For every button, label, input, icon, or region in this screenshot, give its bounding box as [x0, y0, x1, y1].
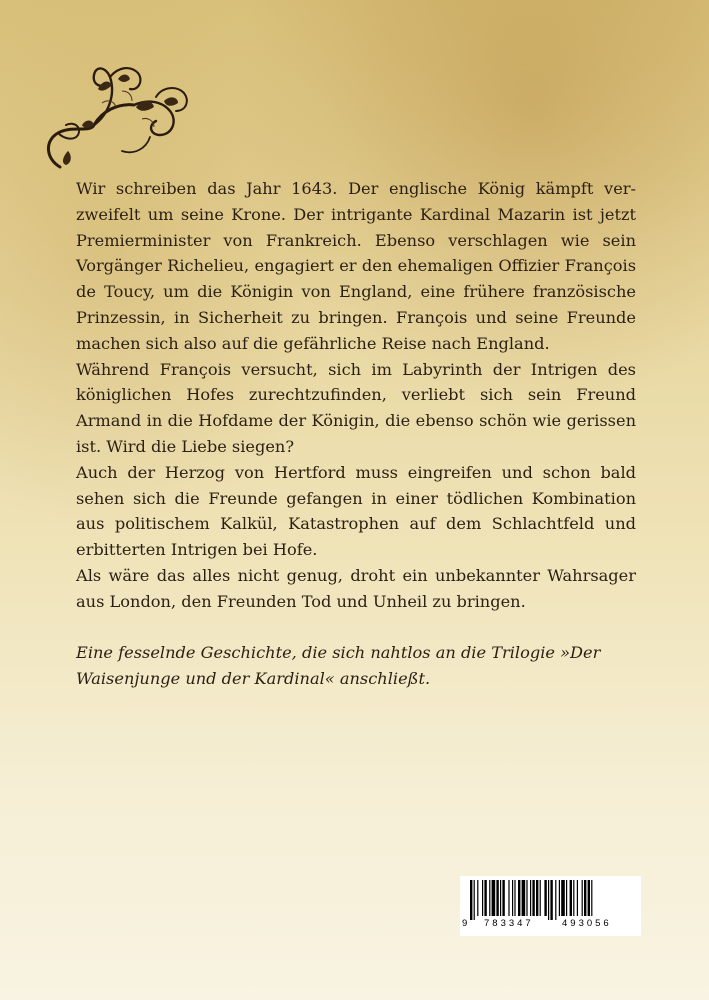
acanthus-scroll-ornament-icon [38, 55, 198, 180]
barcode-bar [482, 880, 483, 916]
barcode-bar [502, 880, 504, 916]
barcode-bar [548, 880, 549, 920]
barcode-bar [526, 880, 527, 916]
barcode-bar [550, 880, 552, 920]
blurb-paragraph: Während François versucht, sich im Labyrinth der Intrigen des königlichen Hofes zurechtzufinden, verliebt sich sein Freund Armand in die Hofdame der Königin, die ebenso schön wie gerissen ist. Wird die Liebe siegen? [76, 359, 636, 456]
barcode-bar [532, 880, 534, 916]
barcode-bar [577, 880, 578, 916]
barcode-bar [522, 880, 526, 916]
barcode-bar [573, 880, 574, 916]
barcode-bar [508, 880, 509, 916]
barcode-bar [530, 880, 531, 916]
tagline: Eine fesselnde Geschichte, die sich nahtlos an die Trilogie »Der Waisenjunge und der Kardinal« anschließt. [76, 643, 601, 688]
barcode-bar [566, 880, 567, 916]
barcode-bar [555, 880, 556, 920]
barcode-bar [512, 880, 513, 916]
barcode-bar [584, 880, 586, 916]
barcode-bar [540, 880, 541, 916]
barcode-digits-right: 493056 [562, 918, 612, 929]
barcode-bar [484, 880, 486, 916]
blurb-text [76, 176, 636, 615]
barcode-bar [518, 880, 520, 916]
barcode-digits [460, 918, 641, 934]
barcode-bar [559, 880, 560, 916]
barcode-bar [489, 880, 490, 916]
barcode-bar [544, 880, 546, 916]
barcode-bar [492, 880, 496, 916]
barcode-bar [500, 880, 501, 916]
blurb-paragraph: Auch der Herzog von Hertford muss eingreifen und schon bald sehen sich die Freunde gefangen in einer tödlichen Kombination aus politischem Kalkül, Katastrophen auf dem Schlachtfeld und erbitterten Intrigen bei Hofe. [76, 462, 636, 560]
isbn-barcode [460, 876, 641, 936]
barcode-digits-left: 783347 [484, 918, 534, 929]
barcode-bar [570, 880, 572, 916]
barcode-bar [588, 880, 590, 916]
blurb-paragraph: Als wäre das alles nicht genug, droht ein unbekannter Wahrsager aus London, den Freunden Tod und Unheil zu bringen. [76, 565, 636, 611]
barcode-bar [477, 880, 478, 916]
barcode-bar [474, 880, 475, 920]
barcode-bar [591, 880, 592, 916]
barcode-digit-first: 9 [462, 918, 468, 929]
barcode-bar [582, 880, 583, 916]
barcode-bar [470, 880, 472, 920]
barcode-bar [514, 880, 515, 916]
barcode-bar [536, 880, 538, 916]
barcode-bars [470, 880, 634, 920]
barcode-bar [496, 880, 498, 916]
barcode-bar [561, 880, 565, 916]
blurb-paragraph: Wir schreiben das Jahr 1643. Der englische König kämpft verzweifelt um seine Krone. Der intrigante Kardinal Mazarin ist jetzt Premierminister von Frankreich. Ebenso verschlagen wie sein Vorgänger Richelieu, engagiert er den ehemaligen Offizier François de Toucy, um die Königin von England, eine frühere französische Prinzessin, in Sicherheit zu bringen. François und seine Freunde machen sich also auf die gefährliche Reise nach England. [76, 179, 636, 353]
